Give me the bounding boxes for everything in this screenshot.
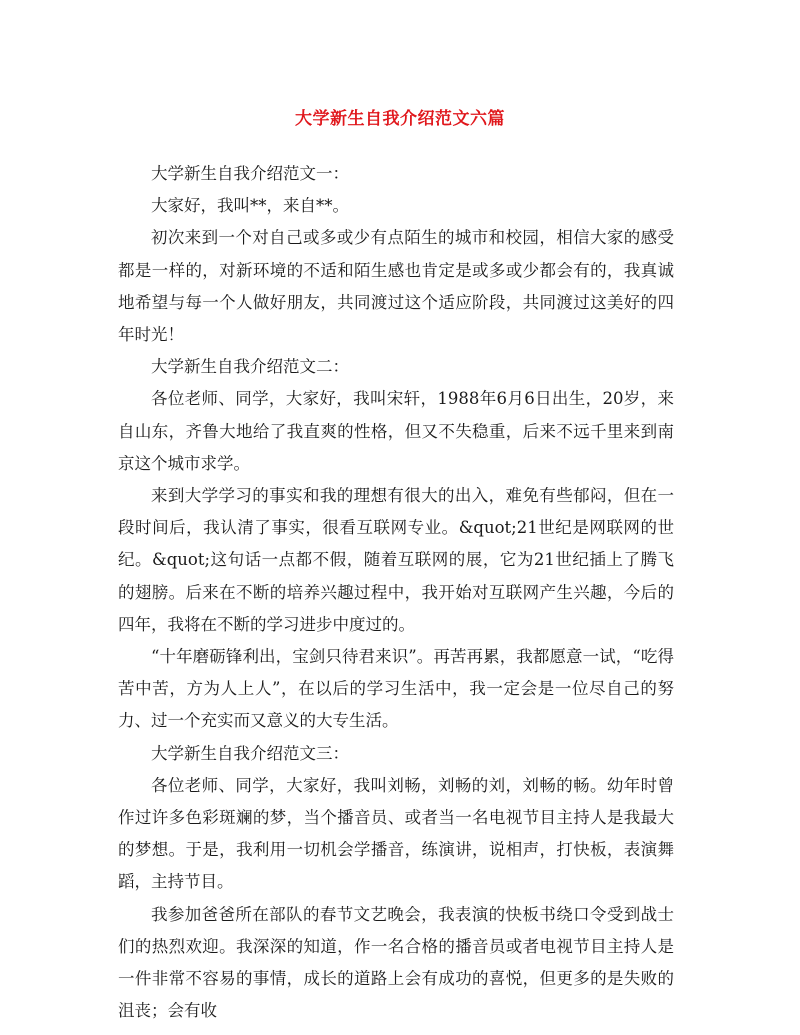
paragraph-heading-2: 大学新生自我介绍范文二：	[151, 357, 349, 377]
document-title: 大学新生自我介绍范文六篇	[295, 109, 505, 129]
paragraph: 我参加爸爸所在部队的春节文艺晚会，我表演的快板书绕口令受到战士们的热烈欢迎。我深深的知道，作一名合格的播音员或者电视节目主持人是一件非常不容易的事情，成长的道路上会有成功的喜悦，但更多的是失败的沮丧；会有收	[118, 904, 674, 1021]
paragraph: 大家好，我叫**，来自**。	[151, 196, 349, 216]
document-body	[118, 158, 674, 1027]
paragraph: 来到大学学习的事实和我的理想有很大的出入，难免有些郁闷，但在一段时间后，我认清了事实，很看互联网专业。&quot;21世纪是网联网的世纪。&quot;这句话一点都不假，随着互联网的展，它为21世纪插上了腾飞的翅膀。后来在不断的培养兴趣过程中，我开始对互联网产生兴趣，今后的四年，我将在不断的学习进步中度过的。	[118, 486, 674, 634]
paragraph-heading-1: 大学新生自我介绍范文一：	[151, 164, 349, 183]
paragraph: 各位老师、同学，大家好，我叫刘畅，刘畅的刘，刘畅的畅。幼年时曾作过许多色彩斑斓的梦，当个播音员、或者当一名电视节目主持人是我最大的梦想。于是，我利用一切机会学播音，练演讲，说相声，打快板，表演舞蹈，主持节目。	[118, 775, 674, 892]
paragraph: 初次来到一个对自己或多或少有点陌生的城市和校园，相信大家的感受都是一样的，对新环境的不适和陌生感也肯定是或多或少都会有的，我真诚地希望与每一个人做好朋友，共同渡过这个适应阶段，共同渡过这美好的四年时光！	[118, 228, 674, 345]
paragraph: 各位老师、同学，大家好，我叫宋轩，1988年6月6日出生，20岁，来自山东，齐鲁大地给了我直爽的性格，但又不失稳重，后来不远千里来到南京这个城市求学。	[118, 389, 674, 473]
paragraph-heading-3: 大学新生自我介绍范文三：	[151, 743, 349, 763]
paragraph: “十年磨砺锋利出，宝剑只待君来识”。再苦再累，我都愿意一试，“吃得苦中苦，方为人上人”，在以后的学习生活中，我一定会是一位尽自己的努力、过一个充实而又意义的大专生活。	[118, 647, 674, 731]
